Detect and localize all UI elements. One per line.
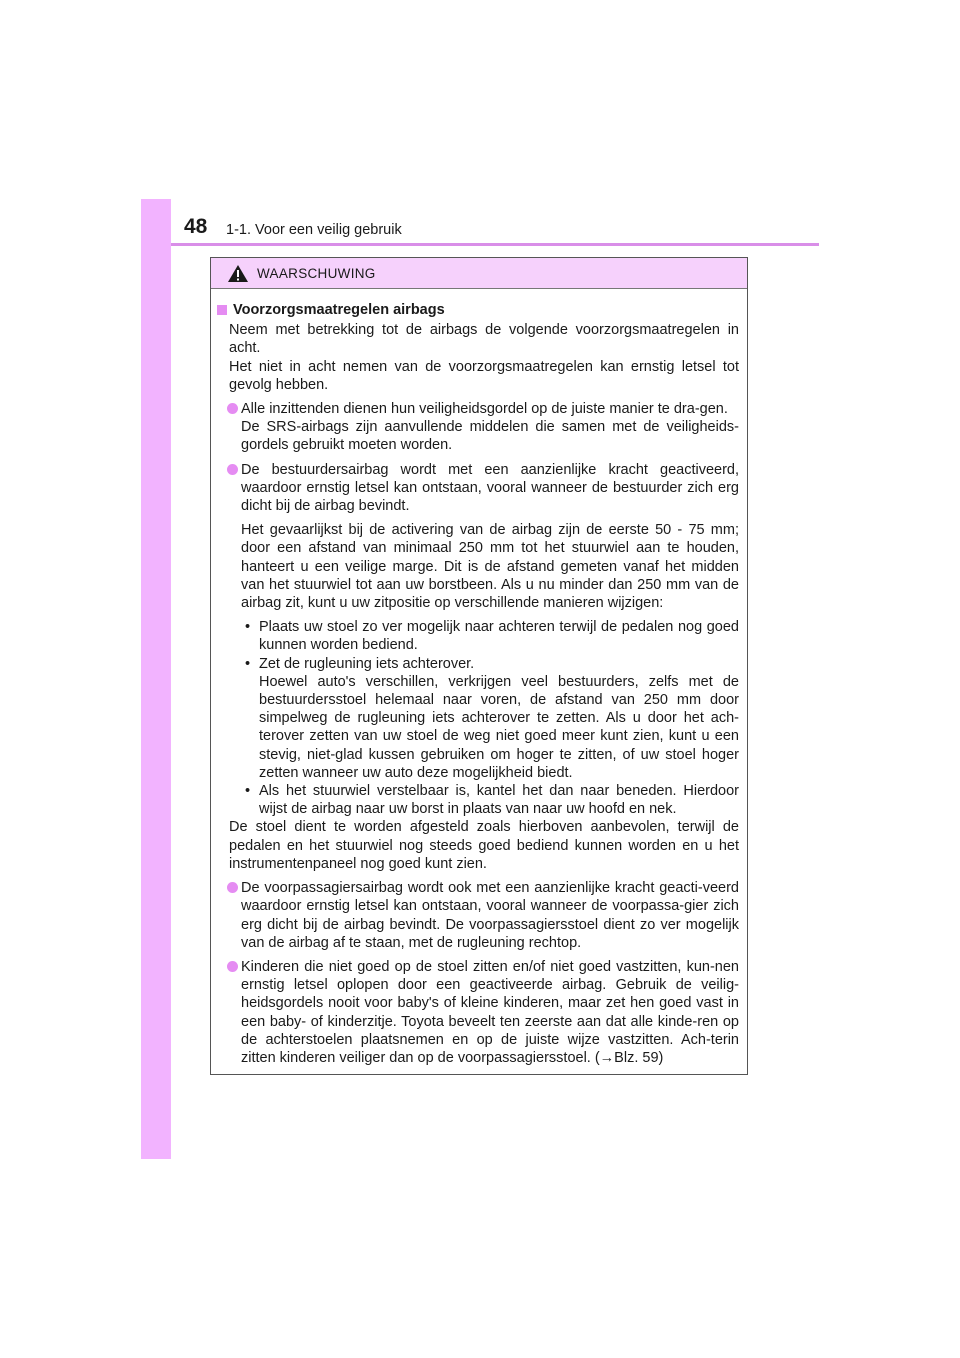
section-title: 1-1. Voor een veilig gebruik bbox=[226, 222, 402, 238]
round-bullet-icon bbox=[227, 403, 238, 414]
seat-adjustment-list bbox=[217, 618, 739, 818]
intro-paragraph-2: Het niet in acht nemen van de voorzorgsmaatregelen kan ernstig letsel tot gevolg hebben. bbox=[229, 358, 739, 393]
dot-bullet: • bbox=[245, 619, 251, 636]
dot-bullet: • bbox=[245, 655, 251, 672]
warning-title: WAARSCHUWING bbox=[257, 265, 376, 281]
list-item-text: Als het stuurwiel verstelbaar is, kantel het dan naar beneden. Hierdoor wijst de airbag naar uw borst in plaats van naar uw hoofd en nek. bbox=[259, 783, 739, 818]
warning-box bbox=[210, 257, 748, 1075]
list-item bbox=[217, 618, 739, 654]
bullet-text: De SRS-airbags zijn aanvullende middelen die samen met de veiligheids-gordels gebruikt moeten worden. bbox=[241, 419, 739, 454]
chapter-sidebar-tab bbox=[141, 199, 171, 1159]
bullet-text: Kinderen die niet goed op de stoel zitten en/of niet goed vastzitten, kun-nen ernstig letsel oplopen door een geactiveerde airbag. Gebruik de veilig-heidsgordels nooit voor baby's of kleine kinderen, maar zet hen goed vast in een baby- of kinderzitje. Toyota beveelt ten zeerste aan dat alle kinde-ren op de achterstoelen plaatsnemen en op de juiste wijze vastzitten. Ach-terin zitten kinderen veiliger dan op de voorpassagiersstoel. (→Blz. 59) bbox=[241, 958, 739, 1066]
list-item-continuation: Hoewel auto's verschillen, verkrijgen veel bestuurders, zelfs met de bestuurdersstoel helemaal naar voren, de afstand van 250 mm door simpelweg de rugleuning iets achterover te zetten. Als u door het ach-terover zetten van uw stoel de weg niet goed meer kunt zien, kunt u een stevig, niet-glad kussen gebruiken om hoger te zitten, of uw stoel hoger zetten wanneer uw auto deze mogelijkheid biedt. bbox=[259, 673, 739, 781]
warning-header bbox=[211, 258, 747, 289]
warning-body bbox=[211, 289, 747, 1067]
list-item bbox=[217, 782, 739, 818]
bullet-item-passenger-airbag bbox=[217, 879, 739, 952]
bullet-item-driver-airbag bbox=[217, 461, 739, 516]
bullet-item-seatbelts bbox=[217, 400, 739, 455]
list-item-text: Plaats uw stoel zo ver mogelijk naar achteren terwijl de pedalen nog goed kunnen worden bediend. bbox=[259, 619, 739, 654]
page-number: 48 bbox=[184, 215, 208, 238]
round-bullet-icon bbox=[227, 882, 238, 893]
driver-airbag-distance-paragraph: Het gevaarlijkst bij de activering van de airbag zijn de eerste 50 - 75 mm; door een afstand van minimaal 250 mm tot het stuurwiel aan te houden, hanteert u een veilige marge. Dit is de afstand gemeten vanaf het midden van het stuurwiel tot aan uw borstbeen. Als u nu minder dan 250 mm van de airbag zit, kunt u uw zitpositie op verschillende manieren wijzigen: bbox=[241, 522, 739, 612]
round-bullet-icon bbox=[227, 961, 238, 972]
list-item-text: Zet de rugleuning iets achterover. bbox=[259, 655, 475, 672]
dot-bullet: • bbox=[245, 783, 251, 800]
intro-paragraph-1: Neem met betrekking tot de airbags de volgende voorzorgsmaatregelen in acht. bbox=[229, 322, 739, 357]
bullet-text: De bestuurdersairbag wordt met een aanzienlijke kracht geactiveerd, waardoor ernstig letsel kan ontstaan, vooral wanneer de bestuurder zich erg dicht bij de airbag bevindt. bbox=[241, 461, 739, 515]
bullet-text: Alle inzittenden dienen hun veiligheidsgordel op de juiste manier te dra-gen. bbox=[241, 401, 728, 418]
round-bullet-icon bbox=[227, 464, 238, 475]
bullet-item-children bbox=[217, 958, 739, 1067]
warning-triangle-icon bbox=[227, 264, 249, 283]
header-divider bbox=[171, 243, 819, 246]
warning-heading-text: Voorzorgsmaatregelen airbags bbox=[233, 302, 445, 318]
bullet-text: De voorpassagiersairbag wordt ook met een aanzienlijke kracht geacti-veerd waardoor ernstig letsel kan ontstaan, vooral wanneer de voorpassa-gier zich erg dicht bij de airbag bevindt. De voorpassagiersstoel dient zo ver mogelijk van de airbag af te staan, met de rugleuning rechtop. bbox=[241, 880, 739, 951]
warning-heading bbox=[217, 301, 739, 319]
square-bullet-icon bbox=[217, 305, 227, 315]
closing-paragraph: De stoel dient te worden afgesteld zoals hierboven aanbevolen, terwijl de pedalen en het stuurwiel nog steeds goed bediend kunnen worden en u het instrumentenpaneel nog goed kunt zien. bbox=[229, 819, 739, 872]
list-item bbox=[217, 655, 739, 673]
